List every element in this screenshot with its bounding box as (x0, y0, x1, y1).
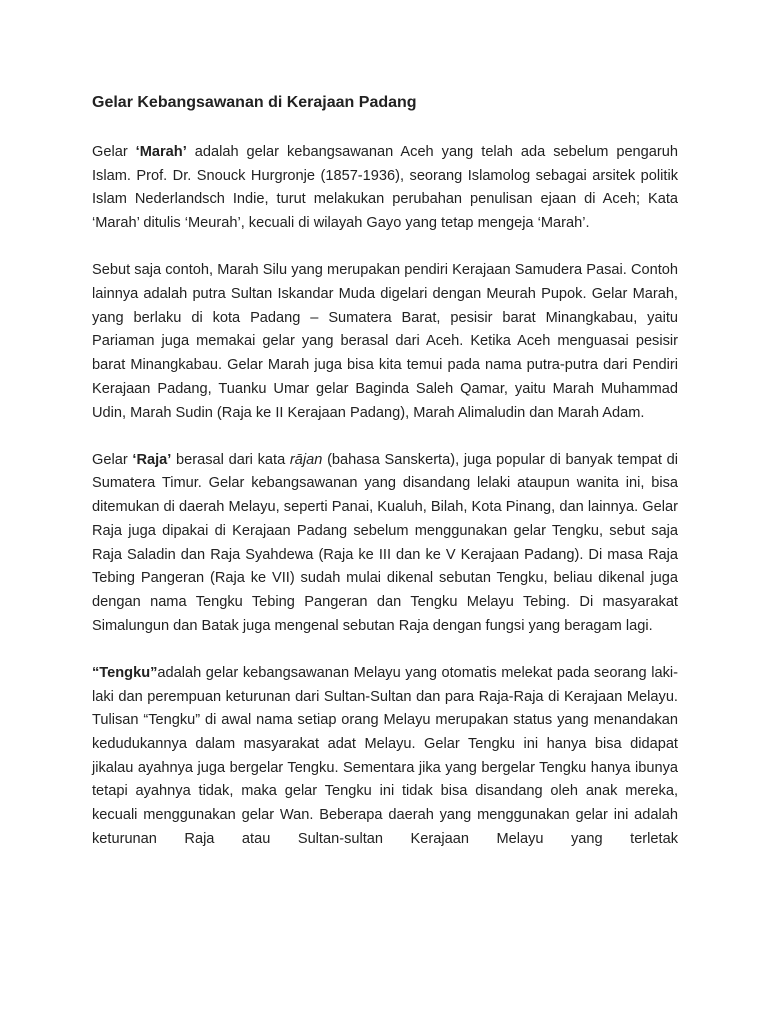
paragraph-text: Gelar (92, 144, 136, 160)
paragraph-text: berasal dari kata (171, 451, 290, 468)
paragraph-text: adalah gelar kebangsawanan Aceh yang telah ada sebelum pengaruh Islam. Prof. Dr. Snouck Hurgronje (1857-1936), seorang Islamolog sebagai arsitek politik Islam Nederlandsch Indie, turut melakukan perubahan penulisan ejaan di Aceh; Kata ‘Marah’ ditulis ‘Meurah’, kecuali di wilayah Gayo yang tetap mengeja ‘Marah’. (92, 144, 679, 232)
term-tengku: “Tengku” (92, 664, 158, 681)
paragraph-text: (bahasa Sanskerta), juga popular di banyak tempat di Sumatera Timur. Gelar kebangsawanan yang disandang lelaki ataupun wanita ini, bisa ditemukan di daerah Melayu, seperti Panai, Kualuh, Bilah, Kota Pinang, dan lainnya. Gelar Raja juga dipakai di Kerajaan Padang sebelum menggunakan gelar Tengku, sebut saja Raja Saladin dan Raja Syahdewa (Raja ke III dan ke V Kerajaan Padang). Di masa Raja Tebing Pangeran (Raja ke VII) sudah mulai dikenal sebutan Tengku, beliau dikenal juga dengan nama Tengku Tebing Pangeran dan Tengku Melayu Tebing. Di masyarakat Simalungun dan Batak juga mengenal sebutan Raja dengan fungsi yang beragam lagi. (92, 451, 678, 634)
paragraph-tengku (92, 662, 678, 852)
term-rajan: rājan (289, 451, 323, 468)
document-title: Gelar Kebangsawanan di Kerajaan Padang (92, 94, 417, 111)
term-raja: ‘Raja’ (132, 451, 172, 468)
paragraph-raja (92, 449, 678, 639)
paragraph-marah (92, 141, 678, 236)
term-marah: ‘Marah’ (135, 144, 187, 160)
document-page (92, 93, 678, 875)
paragraph-marah-examples: Sebut saja contoh, Marah Silu yang merupakan pendiri Kerajaan Samudera Pasai. Contoh lainnya adalah putra Sultan Iskandar Muda digelari dengan Meurah Pupok. Gelar Marah, yang berlaku di kota Padang – Sumatera Barat, pesisir barat Minangkabau, yaitu Pariaman juga memakai gelar yang berasal dari Aceh. Ketika Aceh menguasai pesisir barat Minangkabau. Gelar Marah juga bisa kita temui pada nama putra-putra dari Pendiri Kerajaan Padang, Tuanku Umar gelar Baginda Saleh Qamar, yaitu Marah Muhammad Udin, Marah Sudin (Raja ke II Kerajaan Padang), Marah Alimaludin dan Marah Adam. (92, 262, 678, 421)
paragraph-text: adalah gelar kebangsawanan Melayu yang otomatis melekat pada seorang laki-laki dan perempuan keturunan dari Sultan-Sultan dan para Raja-Raja di Kerajaan Melayu. Tulisan “Tengku” di awal nama setiap orang Melayu merupakan status yang menandakan kedudukannya dalam masyarakat adat Melayu. Gelar Tengku ini hanya bisa didapat jikalau ayahnya juga bergelar Tengku. Sementara jika yang bergelar Tengku hanya ibunya tetapi ayahnya tidak, maka gelar Tengku ini tidak bisa disandang oleh anak mereka, kecuali menggunakan gelar Wan. Beberapa daerah yang menggunakan gelar ini adalah keturunan Raja atau Sultan-sultan Kerajaan Melayu yang terletak (92, 664, 678, 847)
paragraph-text: Gelar (92, 451, 133, 468)
